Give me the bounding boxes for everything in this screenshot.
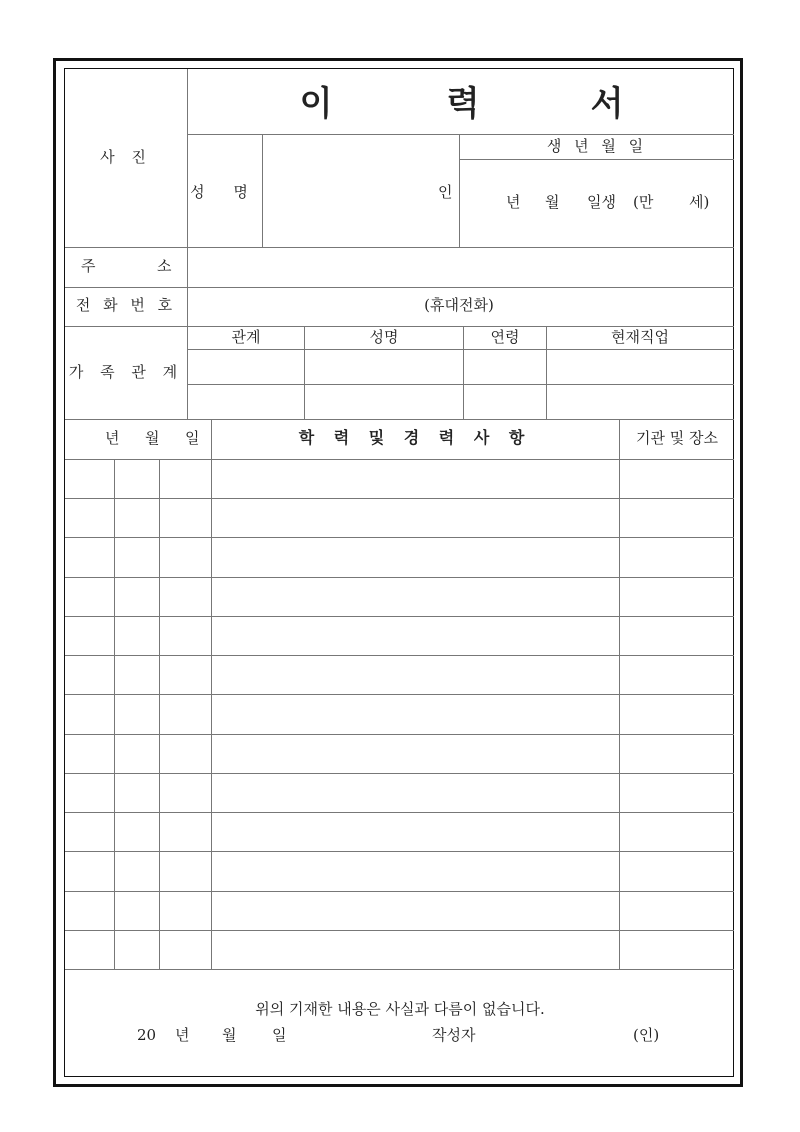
address-label-char-1: 주 [81, 257, 96, 275]
history-month-cell[interactable] [115, 852, 159, 890]
history-month-cell[interactable] [115, 813, 159, 851]
family-label: 가 족 관 계 [68, 363, 184, 381]
history-content-cell[interactable] [212, 617, 619, 655]
history-day-cell[interactable] [160, 538, 211, 576]
history-month-label: 월 [145, 429, 160, 447]
history-place-cell[interactable] [620, 460, 734, 498]
title-char-2: 력 [446, 84, 480, 124]
family-row-2-job[interactable] [547, 385, 734, 419]
history-content-cell[interactable] [212, 813, 619, 851]
history-content-cell[interactable] [212, 774, 619, 812]
history-content-cell[interactable] [212, 499, 619, 537]
history-month-cell[interactable] [115, 460, 159, 498]
history-month-cell[interactable] [115, 695, 159, 733]
history-month-cell[interactable] [115, 735, 159, 773]
photo-divider [187, 69, 188, 247]
footer-statement: 위의 기재한 내용은 사실과 다름이 없습니다. [255, 1000, 545, 1018]
history-year-cell[interactable] [65, 813, 114, 851]
footer-top-line [65, 969, 734, 970]
history-top-line [65, 419, 734, 420]
history-place-cell[interactable] [620, 499, 734, 537]
footer-seal-label: (인) [633, 1026, 660, 1044]
history-day-cell[interactable] [160, 499, 211, 537]
history-place-cell[interactable] [620, 774, 734, 812]
footer-writer-label: 작성자 [432, 1026, 476, 1044]
family-row-1-relation[interactable] [188, 350, 304, 384]
history-year-cell[interactable] [65, 538, 114, 576]
history-day-cell[interactable] [160, 656, 211, 694]
history-year-cell[interactable] [65, 852, 114, 890]
photo-label: 사 진 [100, 148, 152, 166]
family-col-job: 현재직업 [611, 328, 669, 346]
address-field[interactable] [188, 248, 734, 287]
footer-day-label: 일 [272, 1026, 287, 1044]
history-place-cell[interactable] [620, 617, 734, 655]
birth-month-label: 월 [545, 193, 560, 211]
history-year-cell[interactable] [65, 774, 114, 812]
history-month-cell[interactable] [115, 617, 159, 655]
history-year-cell[interactable] [65, 892, 114, 930]
address-label-char-2: 소 [157, 257, 172, 275]
history-place-label: 기관 및 장소 [636, 429, 718, 447]
history-place-cell[interactable] [620, 538, 734, 576]
history-day-cell[interactable] [160, 813, 211, 851]
history-day-label: 일 [185, 429, 200, 447]
family-row-1-age[interactable] [464, 350, 546, 384]
history-place-cell[interactable] [620, 735, 734, 773]
history-content-cell[interactable] [212, 735, 619, 773]
name-field[interactable] [263, 135, 459, 247]
history-place-cell[interactable] [620, 892, 734, 930]
history-content-cell[interactable] [212, 931, 619, 969]
history-day-cell[interactable] [160, 892, 211, 930]
history-month-cell[interactable] [115, 538, 159, 576]
history-place-cell[interactable] [620, 931, 734, 969]
family-row-2-age[interactable] [464, 385, 546, 419]
history-month-cell[interactable] [115, 499, 159, 537]
history-year-cell[interactable] [65, 617, 114, 655]
family-top-line [65, 326, 734, 327]
history-content-cell[interactable] [212, 460, 619, 498]
history-month-cell[interactable] [115, 892, 159, 930]
mobile-label: (휴대전화) [424, 296, 494, 314]
history-year-cell[interactable] [65, 695, 114, 733]
family-col-name: 성명 [369, 328, 399, 346]
family-row-2-relation[interactable] [188, 385, 304, 419]
birth-year-label: 년 [506, 193, 521, 211]
footer-year-prefix: 20 [137, 1026, 157, 1044]
seal-mark: 인 [438, 183, 453, 201]
history-year-cell[interactable] [65, 931, 114, 969]
title-char-1: 이 [299, 84, 333, 124]
name-label: 성 명 [190, 183, 260, 201]
history-year-cell[interactable] [65, 499, 114, 537]
history-day-cell[interactable] [160, 695, 211, 733]
history-place-cell[interactable] [620, 852, 734, 890]
phone-label: 전 화 번 호 [75, 296, 177, 314]
history-content-cell[interactable] [212, 538, 619, 576]
footer-year-label: 년 [175, 1026, 190, 1044]
family-row-2-name[interactable] [305, 385, 463, 419]
history-place-cell[interactable] [620, 578, 734, 616]
history-day-cell[interactable] [160, 735, 211, 773]
footer-month-label: 월 [222, 1026, 237, 1044]
history-place-cell[interactable] [620, 656, 734, 694]
history-content-cell[interactable] [212, 656, 619, 694]
history-year-cell[interactable] [65, 735, 114, 773]
history-title: 학 력 및 경 력 사 항 [298, 428, 532, 447]
age-close-label: 세) [689, 193, 710, 211]
history-content-cell[interactable] [212, 578, 619, 616]
history-month-cell[interactable] [115, 931, 159, 969]
history-day-cell[interactable] [160, 617, 211, 655]
history-place-cell[interactable] [620, 695, 734, 733]
birth-header: 생 년 월 일 [546, 137, 648, 155]
history-year-cell[interactable] [65, 578, 114, 616]
family-col-relation: 관계 [231, 328, 261, 346]
history-year-label: 년 [105, 429, 120, 447]
family-col-age: 연령 [490, 328, 520, 346]
family-row-1-job[interactable] [547, 350, 734, 384]
history-content-cell[interactable] [212, 695, 619, 733]
history-month-cell[interactable] [115, 656, 159, 694]
family-row-1-name[interactable] [305, 350, 463, 384]
history-year-cell[interactable] [65, 656, 114, 694]
history-month-cell[interactable] [115, 578, 159, 616]
history-day-cell[interactable] [160, 852, 211, 890]
history-month-cell[interactable] [115, 774, 159, 812]
history-content-cell[interactable] [212, 852, 619, 890]
title-char-3: 서 [590, 84, 624, 124]
age-open-label: (만 [633, 193, 654, 211]
history-day-cell[interactable] [160, 774, 211, 812]
writer-name-field[interactable] [500, 1020, 620, 1050]
history-day-cell[interactable] [160, 460, 211, 498]
history-place-cell[interactable] [620, 813, 734, 851]
history-day-cell[interactable] [160, 931, 211, 969]
history-year-cell[interactable] [65, 460, 114, 498]
history-content-cell[interactable] [212, 892, 619, 930]
birth-day-label: 일생 [587, 193, 616, 211]
history-day-cell[interactable] [160, 578, 211, 616]
